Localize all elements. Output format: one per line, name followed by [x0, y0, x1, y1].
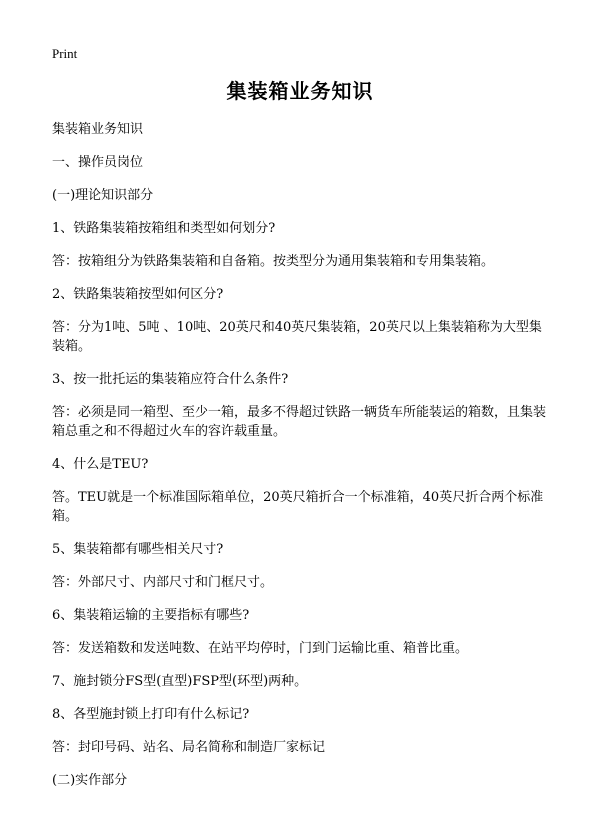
question-8: 8、各型施封锁上打印有什么标记? [52, 707, 250, 722]
answer-4: 答。TEU就是一个标准国际箱单位，20英尺箱折合一个标准箱，40英尺折合两个标准箱。 [52, 490, 544, 524]
question-2: 2、铁路集装箱按型如何区分? [52, 287, 224, 302]
question-3: 3、按一批托运的集装箱应符合什么条件? [52, 372, 289, 387]
answer-3: 答：必须是同一箱型、至少一箱，最多不得超过铁路一辆货车所能装运的箱数，且集装箱总重之和不得超过火车的容许载重量。 [52, 405, 547, 439]
print-link[interactable]: Print [52, 46, 78, 61]
section-heading: 一、操作员岗位 [52, 155, 144, 170]
question-1: 1、铁路集装箱按箱组和类型如何划分? [52, 221, 276, 236]
document-body [52, 120, 552, 804]
document-title: 集装箱业务知识 [226, 79, 374, 103]
question-5: 5、集装箱都有哪些相关尺寸? [52, 542, 224, 557]
answer-2: 答：分为1吨、5吨 、10吨、20英尺和40英尺集装箱，20英尺以上集装箱称为大型集装箱。 [52, 320, 542, 354]
answer-8: 答：封印号码、站名、局名简称和制造厂家标记 [52, 740, 326, 755]
question-4: 4、什么是TEU? [52, 457, 149, 472]
statement-7: 7、施封锁分FS型(直型)FSP型(环型)两种。 [52, 674, 308, 689]
answer-6: 答：发送箱数和发送吨数、在站平均停时，门到门运输比重、箱普比重。 [52, 641, 469, 656]
answer-5: 答：外部尺寸、内部尺寸和门框尺寸。 [52, 575, 274, 590]
answer-1: 答：按箱组分为铁路集装箱和自备箱。按类型分为通用集装箱和专用集装箱。 [52, 254, 495, 269]
question-6: 6、集装箱运输的主要指标有哪些? [52, 608, 250, 623]
body-heading: 集装箱业务知识 [52, 122, 144, 137]
subsection-heading: (一)理论知识部分 [52, 188, 154, 203]
subsection-heading-practical: (二)实作部分 [52, 773, 128, 788]
